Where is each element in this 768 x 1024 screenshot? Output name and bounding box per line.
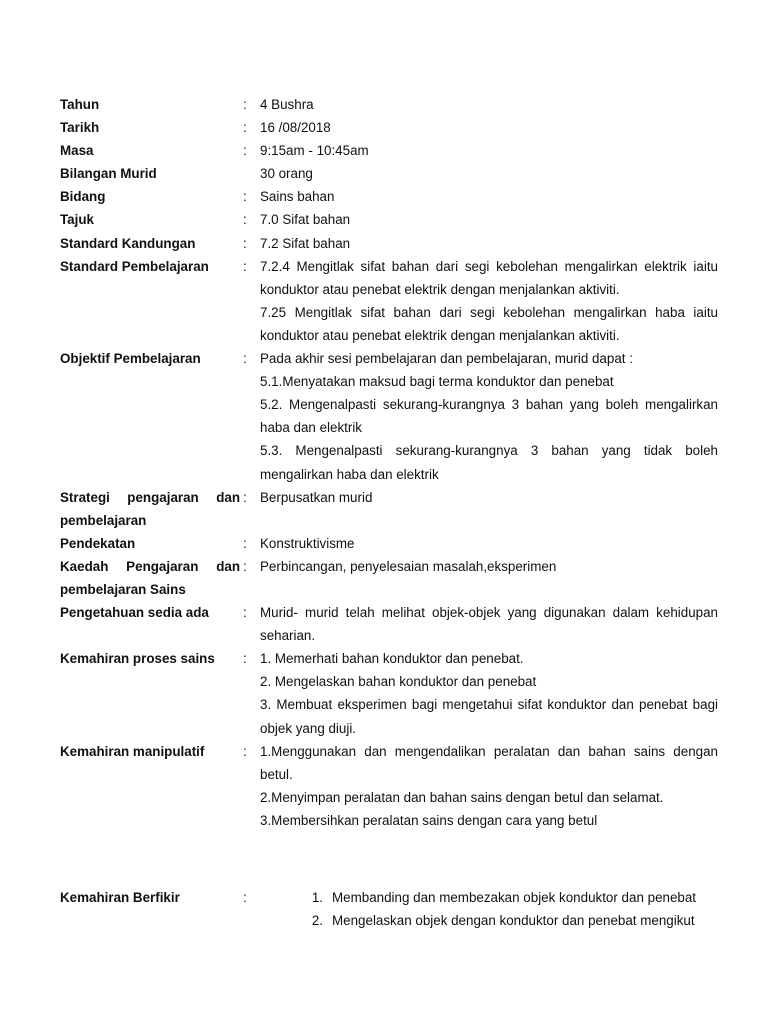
value-line: 7.2 Sifat bahan: [260, 235, 351, 251]
field-label: Kemahiran Berfikir: [60, 890, 180, 905]
field-value: [260, 555, 718, 578]
value-paragraph: 5.3. Mengenalpasti sekurang-kurangnya 3 bahan yang tidak boleh mengalirkan haba dan elektrik: [260, 443, 718, 482]
field-label: Kemahiran proses sains: [60, 651, 215, 667]
field-value: [260, 532, 718, 555]
colon-separator: :: [243, 651, 247, 667]
field-value: [260, 486, 718, 509]
row-pendekatan: [60, 532, 718, 555]
row-masa: [60, 139, 718, 162]
value-line: Berpusatkan murid: [260, 489, 373, 505]
field-value: [260, 740, 718, 832]
value-paragraph: 2. Mengelaskan bahan konduktor dan penebat: [260, 674, 537, 690]
colon-separator: :: [243, 189, 247, 205]
list-number: 2.: [311, 913, 323, 929]
list-item: [260, 909, 718, 932]
colon-separator: :: [243, 743, 247, 759]
colon-separator: :: [243, 890, 247, 905]
colon-separator: :: [243, 258, 247, 274]
row-pengetahuan-sedia-ada: [60, 601, 718, 647]
value-paragraph: 2.Menyimpan peralatan dan bahan sains dengan betul dan selamat.: [260, 789, 664, 805]
colon-separator: :: [243, 535, 247, 551]
colon-separator: :: [243, 212, 247, 228]
value-paragraph: 1.Menggunakan dan mengendalikan peralatan dan bahan sains dengan betul.: [260, 743, 718, 782]
field-label: Tahun: [60, 97, 100, 112]
row-tarikh: [60, 116, 718, 139]
field-value: [260, 208, 718, 231]
section-spacer: [60, 832, 718, 886]
field-label: Pendekatan: [60, 535, 136, 551]
row-kemahiran-manipulatif: [60, 740, 718, 832]
field-value: [260, 116, 718, 139]
list-indent: [260, 909, 286, 932]
list-item-text: Membanding dan membezakan objek konduktor dan penebat: [332, 890, 697, 905]
colon-separator: :: [243, 558, 247, 574]
row-kemahiran-berfikir: [60, 886, 718, 932]
numbered-list: [260, 886, 718, 932]
value-paragraph: 1. Memerhati bahan konduktor dan penebat.: [260, 651, 524, 667]
value-paragraph: 3. Membuat eksperimen bagi mengetahui sifat konduktor dan penebat bagi objek yang diuji.: [260, 697, 718, 736]
field-value: [260, 162, 718, 185]
row-strategi: [60, 486, 718, 532]
row-kaedah: [60, 555, 718, 601]
field-label: Kemahiran manipulatif: [60, 743, 205, 759]
value-paragraph: 5.1.Menyatakan maksud bagi terma konduktor dan penebat: [260, 374, 614, 390]
value-line: 4 Bushra: [260, 97, 314, 112]
field-label: Pengetahuan sedia ada: [60, 605, 209, 621]
value-paragraph: Pada akhir sesi pembelajaran dan pembelajaran, murid dapat :: [260, 351, 633, 367]
field-label: Masa: [60, 143, 94, 159]
row-tahun: [60, 93, 718, 116]
colon-separator: :: [243, 235, 247, 251]
field-value: [260, 347, 718, 486]
row-objektif-pembelajaran: [60, 347, 718, 486]
row-standard-kandungan: [60, 232, 718, 255]
value-paragraph: 5.2. Mengenalpasti sekurang-kurangnya 3 bahan yang boleh mengalirkan haba dan elektrik: [260, 397, 718, 436]
colon-separator: :: [243, 605, 247, 621]
value-line: Konstruktivisme: [260, 535, 355, 551]
colon-separator: :: [243, 489, 247, 505]
field-label: Tajuk: [60, 212, 94, 228]
list-number: 1.: [311, 890, 323, 905]
field-value: [260, 601, 718, 647]
row-bidang: [60, 185, 718, 208]
colon-separator: :: [243, 351, 247, 367]
value-line: 9:15am - 10:45am: [260, 143, 369, 159]
value-line: Perbincangan, penyelesaian masalah,eksperimen: [260, 558, 557, 574]
field-value: [260, 232, 718, 255]
list-indent: [260, 886, 286, 909]
row-bilangan-murid: [60, 162, 718, 185]
field-label: Standard Pembelajaran: [60, 258, 209, 274]
value-paragraph: Murid- murid telah melihat objek-objek yang digunakan dalam kehidupan seharian.: [260, 605, 718, 644]
value-paragraph: 3.Membersihkan peralatan sains dengan cara yang betul: [260, 812, 598, 828]
row-standard-pembelajaran: [60, 255, 718, 347]
list-item: [260, 886, 718, 909]
field-label: Kaedah Pengajaran dan pembelajaran Sains: [60, 558, 240, 597]
value-line: 7.0 Sifat bahan: [260, 212, 351, 228]
field-label: Objektif Pembelajaran: [60, 351, 201, 367]
lesson-plan-table: [60, 93, 718, 932]
field-value: [260, 139, 718, 162]
field-value: [260, 886, 718, 932]
colon-separator: :: [243, 120, 247, 136]
field-value: [260, 93, 718, 116]
colon-separator: :: [243, 143, 247, 159]
value-paragraph: 7.25 Mengitlak sifat bahan dari segi kebolehan mengalirkan haba iaitu konduktor atau penebat elektrik dengan menjalankan aktiviti.: [260, 304, 718, 343]
field-label: Tarikh: [60, 120, 100, 136]
field-label: Bilangan Murid: [60, 166, 157, 182]
value-paragraph: 7.2.4 Mengitlak sifat bahan dari segi kebolehan mengalirkan elektrik iaitu konduktor atau penebat elektrik dengan menjalankan aktiviti.: [260, 258, 718, 297]
field-label: Strategi pengajaran dan pembelajaran: [60, 489, 240, 528]
row-kemahiran-proses-sains: [60, 647, 718, 739]
field-label: Standard Kandungan: [60, 235, 196, 251]
value-line: 16 /08/2018: [260, 120, 331, 136]
value-line: 30 orang: [260, 166, 313, 182]
field-label: Bidang: [60, 189, 106, 205]
field-value: [260, 647, 718, 739]
value-line: Sains bahan: [260, 189, 335, 205]
list-item-text: Mengelaskan objek dengan konduktor dan penebat mengikut: [332, 913, 695, 929]
field-value: [260, 255, 718, 347]
field-value: [260, 185, 718, 208]
row-tajuk: [60, 208, 718, 231]
colon-separator: :: [243, 97, 247, 112]
